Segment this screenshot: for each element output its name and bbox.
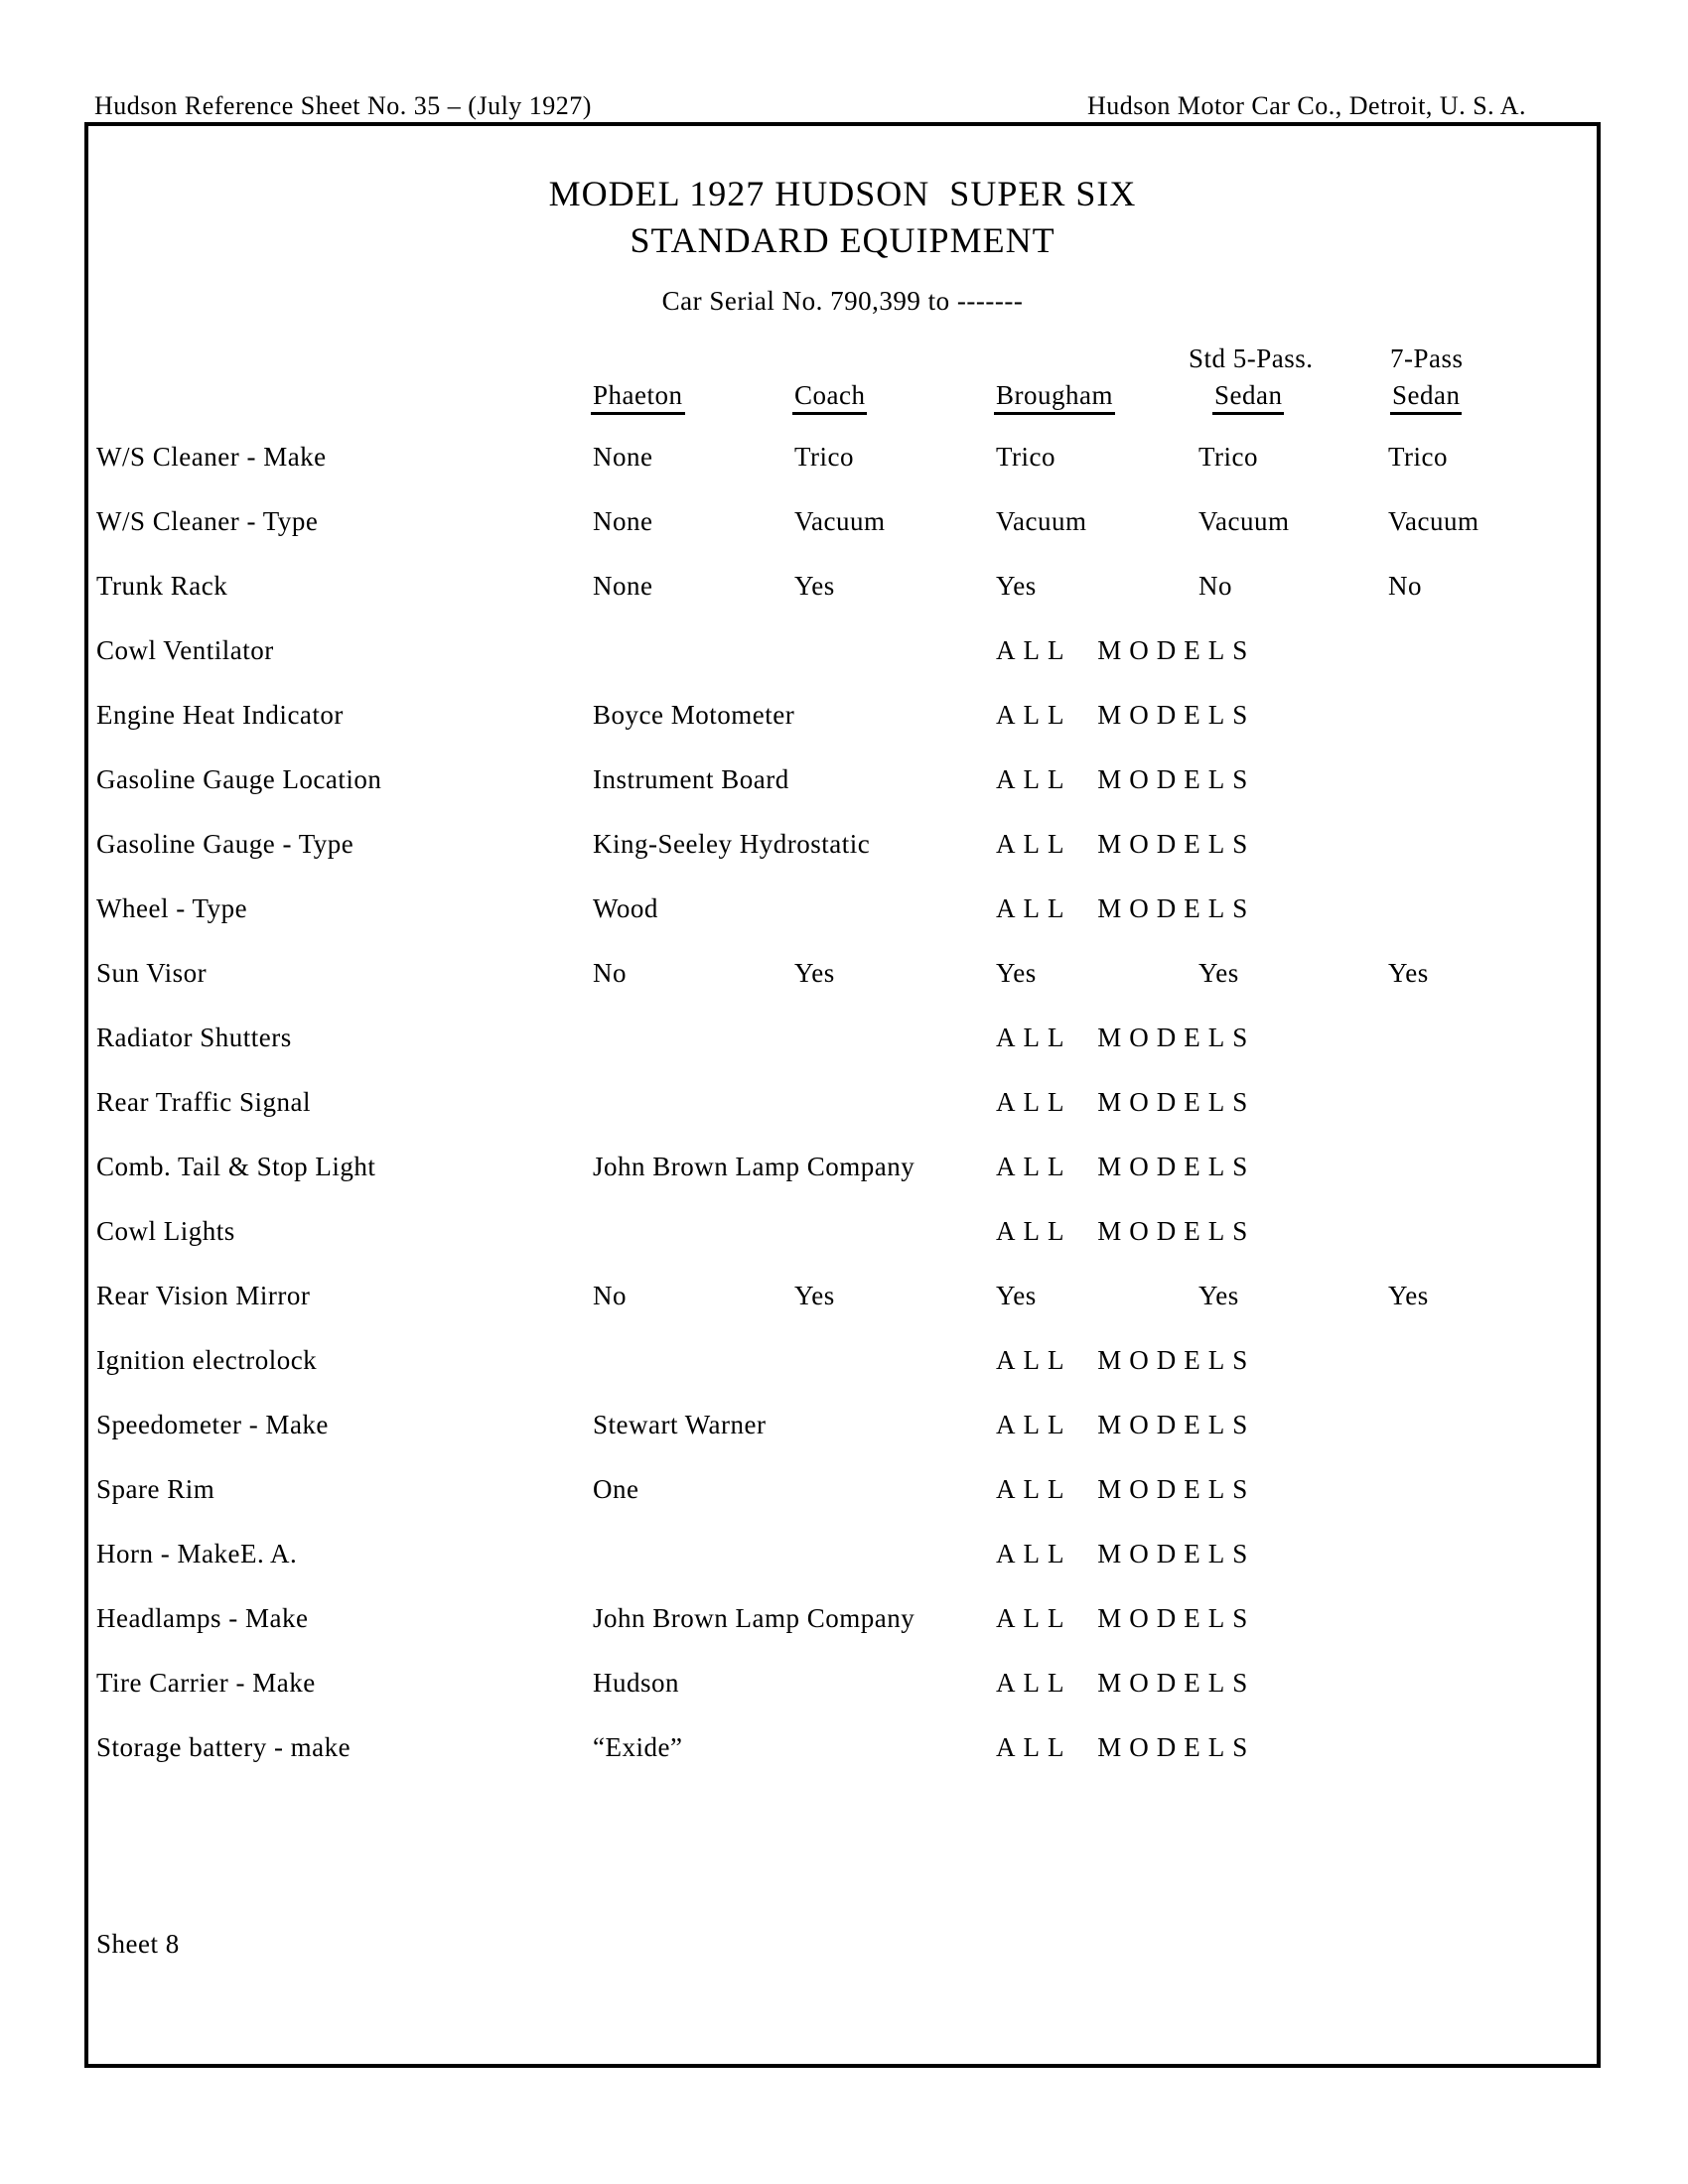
column-header-brougham: Brougham [994,380,1115,415]
all-models-text: ALL MODELS [996,1087,1256,1117]
row-label: Engine Heat Indicator [96,700,344,730]
cell-note: Stewart Warner [593,1410,767,1439]
cell-phaeton: No [593,958,627,988]
row-label: W/S Cleaner - Make [96,442,327,472]
row-label: Horn - MakeE. A. [96,1539,298,1569]
page-header-right: Hudson Motor Car Co., Detroit, U. S. A. [1087,91,1526,120]
table-row [0,1281,1688,1314]
table-row [0,571,1688,605]
cell-7pass-sedan: Trico [1388,442,1449,472]
table-row [0,1087,1688,1121]
table-row [0,893,1688,927]
table-row [0,1410,1688,1443]
cell-note: Hudson [593,1668,680,1698]
cell-coach: Yes [794,571,835,601]
table-row [0,764,1688,798]
all-models-text: ALL MODELS [996,635,1256,665]
table-row [0,1152,1688,1185]
row-label: Cowl Lights [96,1216,235,1246]
table-row [0,829,1688,863]
column-header-phaeton: Phaeton [591,380,685,415]
cell-std5pass-sedan: Yes [1198,1281,1239,1310]
row-label: Ignition electrolock [96,1345,318,1375]
row-label: Comb. Tail & Stop Light [96,1152,376,1181]
title-line-1: MODEL 1927 HUDSON SUPER SIX [548,174,1137,213]
column-header-coach: Coach [792,380,867,415]
all-models-text: ALL MODELS [996,1152,1256,1181]
cell-note: One [593,1474,639,1504]
row-label: Gasoline Gauge - Type [96,829,354,859]
table-row [0,700,1688,734]
row-label: Rear Traffic Signal [96,1087,311,1117]
cell-phaeton: None [593,442,653,472]
cell-coach: Yes [794,1281,835,1310]
cell-std5pass-sedan: No [1198,571,1232,601]
table-row [0,506,1688,540]
column-header-7pass-line1: 7-Pass [1390,343,1464,373]
all-models-text: ALL MODELS [996,1732,1256,1762]
cell-note: John Brown Lamp Company [593,1603,915,1633]
cell-coach: Yes [794,958,835,988]
cell-note: Instrument Board [593,764,789,794]
column-header-std5pass-sedan: Sedan [1212,380,1284,415]
sheet-number: Sheet 8 [96,1929,180,1959]
row-label: W/S Cleaner - Type [96,506,319,536]
row-label: Tire Carrier - Make [96,1668,316,1698]
cell-brougham: Yes [996,958,1037,988]
cell-brougham: Yes [996,1281,1037,1310]
cell-7pass-sedan: No [1388,571,1422,601]
column-header-7pass-sedan: Sedan [1390,380,1462,415]
all-models-text: ALL MODELS [996,1603,1256,1633]
cell-brougham: Yes [996,571,1037,601]
cell-note: John Brown Lamp Company [593,1152,915,1181]
all-models-text: ALL MODELS [996,1216,1256,1246]
table-row [0,1023,1688,1056]
all-models-text: ALL MODELS [996,1410,1256,1439]
cell-phaeton: None [593,571,653,601]
row-label: Gasoline Gauge Location [96,764,382,794]
cell-note: Boyce Motometer [593,700,795,730]
cell-std5pass-sedan: Trico [1198,442,1259,472]
cell-std5pass-sedan: Yes [1198,958,1239,988]
page-header-left: Hudson Reference Sheet No. 35 – (July 1927) [94,91,592,120]
column-header-std5pass-line1: Std 5-Pass. [1189,343,1314,373]
cell-note: King-Seeley Hydrostatic [593,829,871,859]
row-label: Wheel - Type [96,893,248,923]
cell-7pass-sedan: Vacuum [1388,506,1479,536]
cell-brougham: Trico [996,442,1056,472]
row-label: Cowl Ventilator [96,635,274,665]
cell-phaeton: No [593,1281,627,1310]
cell-coach: Trico [794,442,855,472]
cell-std5pass-sedan: Vacuum [1198,506,1290,536]
row-label: Trunk Rack [96,571,228,601]
table-row [0,1539,1688,1572]
table-row [0,1668,1688,1702]
cell-brougham: Vacuum [996,506,1087,536]
table-row [0,1216,1688,1250]
cell-7pass-sedan: Yes [1388,958,1429,988]
cell-phaeton: None [593,506,653,536]
all-models-text: ALL MODELS [996,893,1256,923]
row-label: Storage battery - make [96,1732,352,1762]
table-row [0,1345,1688,1379]
row-label: Headlamps - Make [96,1603,309,1633]
all-models-text: ALL MODELS [996,1539,1256,1569]
cell-note: Wood [593,893,658,923]
cell-coach: Vacuum [794,506,886,536]
row-label: Radiator Shutters [96,1023,292,1052]
table-row [0,958,1688,992]
document-title [84,171,1601,264]
all-models-text: ALL MODELS [996,1668,1256,1698]
all-models-text: ALL MODELS [996,764,1256,794]
table-row [0,635,1688,669]
title-line-2: STANDARD EQUIPMENT [630,220,1055,260]
all-models-text: ALL MODELS [996,829,1256,859]
row-label: Sun Visor [96,958,208,988]
all-models-text: ALL MODELS [996,1474,1256,1504]
table-row [0,1732,1688,1766]
all-models-text: ALL MODELS [996,1345,1256,1375]
row-label: Spare Rim [96,1474,215,1504]
table-row [0,1603,1688,1637]
cell-7pass-sedan: Yes [1388,1281,1429,1310]
row-label: Rear Vision Mirror [96,1281,311,1310]
row-label: Speedometer - Make [96,1410,329,1439]
cell-note: “Exide” [593,1732,683,1762]
table-row [0,1474,1688,1508]
all-models-text: ALL MODELS [996,1023,1256,1052]
serial-number-line: Car Serial No. 790,399 to ------- [661,286,1024,316]
table-row [0,442,1688,476]
all-models-text: ALL MODELS [996,700,1256,730]
